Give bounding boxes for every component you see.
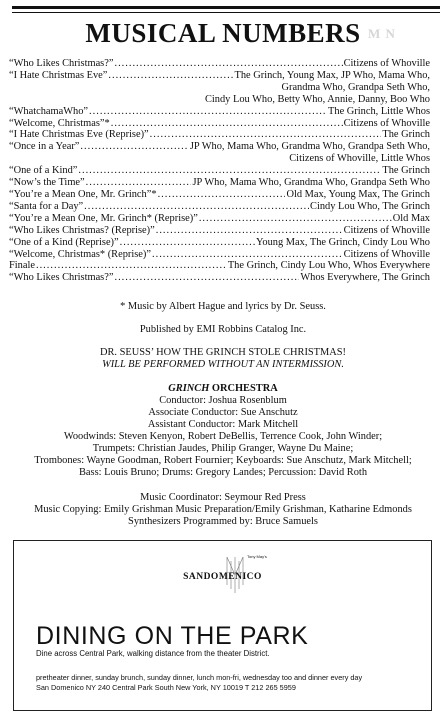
performers: Whos Everywhere, The Grinch (300, 272, 430, 284)
performers: Young Max, The Grinch, Cindy Lou Who (255, 236, 430, 248)
publisher-note: Published by EMI Robbins Catalog Inc. (139, 324, 307, 335)
performers: The Grinch, Young Max, JP Who, Mama Who, (234, 69, 430, 81)
orchestra-line: Trumpets: Christian Jaudes, Philip Granger, Wayne Du Maine; (92, 443, 354, 454)
leader-dots (156, 225, 343, 237)
song-title: “I Hate Christmas Eve” (9, 69, 108, 81)
song-title: “You’re a Mean One, Mr. Grinch* (Reprise)” (9, 212, 198, 224)
orchestra-line: Bass: Louis Bruno; Drums: Gregory Landes; Percussion: David Roth (78, 467, 368, 478)
song-title: “I Hate Christmas Eve (Reprise)” (9, 129, 149, 141)
song-title: “Who Likes Christmas?” (9, 58, 114, 69)
song-title: “Who Likes Christmas?” (9, 272, 114, 284)
leader-dots (78, 165, 381, 177)
leader-dots (158, 189, 286, 201)
credit-line: Synthesizers Programmed by: Bruce Samuels (128, 516, 318, 527)
restaurant-advertisement (13, 540, 432, 711)
performers: The Grinch (382, 129, 430, 141)
logo-owner-text: Tony May's (247, 554, 267, 559)
musical-numbers-list (9, 58, 430, 284)
orchestra-line: Assistant Conductor: Mark Mitchell (147, 419, 299, 430)
performers: Citizens of Whoville (343, 117, 430, 129)
performers: The Grinch, Little Whos (328, 105, 430, 117)
leader-dots (86, 177, 192, 189)
song-title: “One of a Kind” (9, 165, 78, 177)
ad-subline: Dine across Central Park, walking distance from the theater District. (36, 649, 270, 658)
song-title: “WhatchamaWho” (9, 105, 89, 117)
song-title: “Santa for a Day” (9, 200, 84, 212)
number-row (9, 58, 430, 70)
ad-address: San Domenico NY 240 Central Park South New York, NY 10019 T 212 265 5959 (36, 683, 296, 693)
leader-dots (111, 118, 343, 130)
performers-continued: Grandma Who, Grandpa Seth Who, (281, 81, 430, 93)
song-title: “Welcome, Christmas* (Reprise)” (9, 248, 151, 260)
logo-name: SANDOMENICO (183, 572, 262, 582)
leader-dots (199, 213, 392, 225)
song-title: “Once in a Year” (9, 141, 80, 153)
song-title: “Now’s the Time” (9, 177, 85, 189)
number-row (9, 249, 430, 261)
song-title: “Who Likes Christmas? (Reprise)” (9, 224, 155, 236)
number-row (9, 70, 430, 82)
leader-dots (108, 70, 233, 82)
performers: JP Who, Mama Who, Grandma Who, Grandpa Seth Who (192, 177, 430, 189)
number-row (9, 272, 430, 284)
orchestra-line: Woodwinds: Steven Kenyon, Robert DeBellis, Terrence Cook, John Winder; (63, 431, 383, 442)
performers: JP Who, Mama Who, Grandma Who, Grandpa Seth Who, (189, 141, 430, 153)
top-rule-thin (12, 12, 440, 13)
number-row (9, 201, 430, 213)
performers-continued: Citizens of Whoville, Little Whos (289, 153, 430, 165)
number-row (9, 213, 430, 225)
ad-hours: pretheater dinner, sunday brunch, sunday dinner, lunch mon-fri, wednesday too and dinner every day (36, 673, 363, 682)
number-row (9, 260, 430, 272)
page-title: MUSICAL NUMBERS (85, 18, 361, 48)
number-row (9, 189, 430, 201)
song-title: “One of a Kind (Reprise)” (9, 236, 119, 248)
leader-dots (150, 129, 382, 141)
leader-dots (89, 106, 327, 118)
number-row (9, 225, 430, 237)
leader-dots (120, 237, 255, 249)
number-row (9, 165, 430, 177)
ad-footer (36, 673, 362, 694)
orchestra-heading-rest: ORCHESTRA (209, 383, 278, 394)
performers: The Grinch (382, 165, 430, 177)
intermission-text: WILL BE PERFORMED WITHOUT AN INTERMISSION. (102, 359, 344, 370)
leader-dots (114, 58, 342, 70)
song-title: “You’re a Mean One, Mr. Grinch”* (9, 188, 157, 200)
intermission-notice (0, 347, 446, 371)
performers: Old Max, Young Max, The Grinch (286, 188, 430, 200)
orchestra-line: Conductor: Joshua Rosenblum (159, 395, 287, 406)
leader-dots (84, 201, 309, 213)
performers: The Grinch, Cindy Lou Who, Whos Everywhere (227, 260, 430, 272)
performers-continued: Cindy Lou Who, Betty Who, Annie, Danny, Boo Who (204, 93, 430, 105)
number-row (9, 106, 430, 118)
music-credits (0, 492, 446, 528)
leader-dots (152, 249, 343, 261)
leader-dots (36, 260, 227, 272)
restaurant-logo (14, 541, 431, 601)
orchestra-line: Trombones: Wayne Goodman, Robert Fournier; Keyboards: Sue Anschutz, Mark Mitchell; (34, 455, 412, 466)
bleed-through-text: M N (368, 26, 396, 41)
orchestra-section (0, 383, 446, 479)
performers: Citizens of Whoville (343, 224, 430, 236)
song-title: “Welcome, Christmas”* (9, 117, 110, 129)
top-rule-thick (12, 6, 440, 9)
orchestra-heading-italic: GRINCH (168, 383, 210, 394)
number-row (9, 177, 430, 189)
leader-dots (80, 141, 188, 153)
ad-headline: DINING ON THE PARK (36, 622, 309, 650)
leader-dots (114, 272, 299, 284)
number-row (9, 129, 430, 141)
orchestra-heading (0, 383, 446, 395)
performers: Citizens of Whoville (343, 248, 430, 260)
number-row (9, 118, 430, 130)
performers: Citizens of Whoville (343, 58, 430, 69)
performers: Cindy Lou Who, The Grinch (310, 200, 430, 212)
orchestra-members (0, 395, 446, 479)
orchestra-line: Associate Conductor: Sue Anschutz (148, 407, 298, 418)
music-credit-note: * Music by Albert Hague and lyrics by Dr. Seuss. (120, 301, 326, 312)
number-row (9, 237, 430, 249)
song-title: Finale (9, 260, 35, 272)
show-title: DR. SEUSS’ HOW THE GRINCH STOLE CHRISTMAS! (99, 347, 347, 358)
performers: Old Max (392, 212, 430, 224)
number-row (9, 141, 430, 153)
credit-line: Music Copying: Emily Grishman Music Preparation/Emily Grishman, Katharine Edmonds (34, 504, 412, 515)
credit-line: Music Coordinator: Seymour Red Press (140, 492, 306, 503)
